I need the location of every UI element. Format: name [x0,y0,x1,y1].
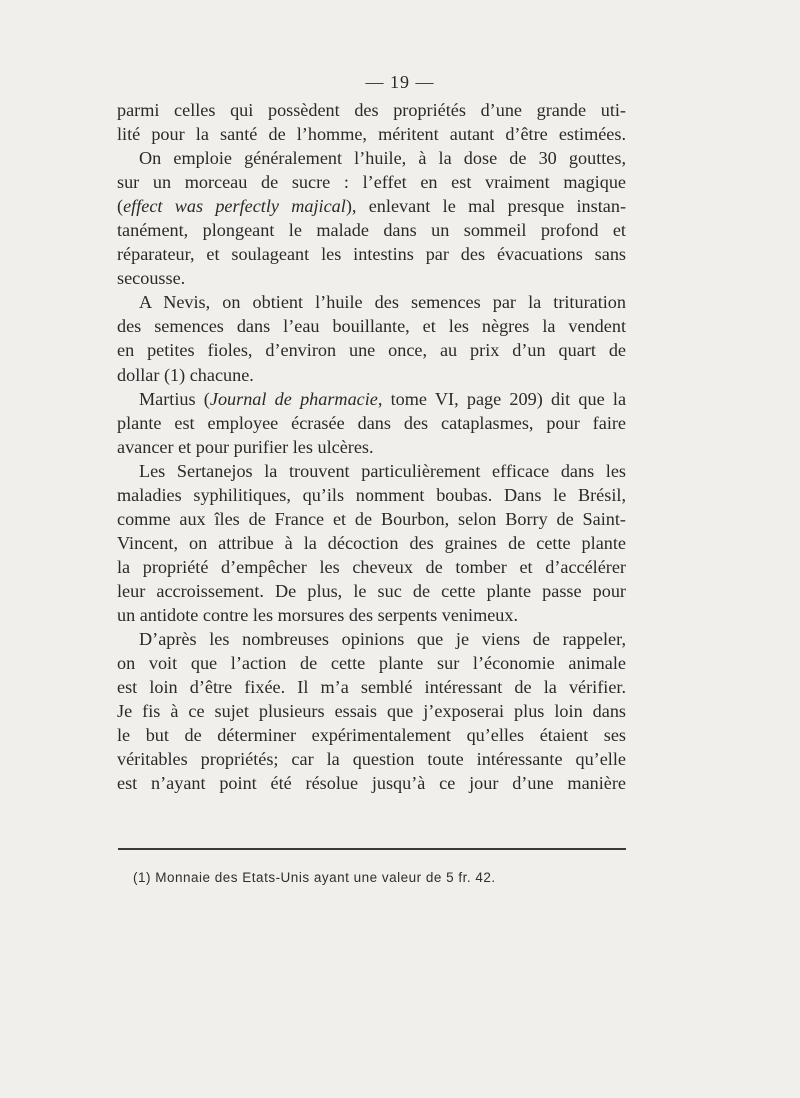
text-line: le but de déterminer expérimentalement qu’elles étaient ses [117,725,626,746]
text-line-with-italic: (effect was perfectly majical), enlevant le mal presque instan- [117,196,626,217]
text-line: A Nevis, on obtient l’huile des semences par la trituration [139,292,626,313]
text-line: Vincent, on attribue à la décoction des graines de cette plante [117,532,626,553]
text-line: la propriété d’empêcher les cheveux de tomber et d’accélérer [117,556,626,577]
footnote-divider [118,848,626,850]
text-line: avancer et pour purifier les ulcères. [117,436,374,457]
text-line: parmi celles qui possèdent des propriétés d’une grande uti- [117,100,626,120]
text-line: véritables propriétés; car la question toute intéressante qu’elle [117,749,626,770]
text-line: Les Sertanejos la trouvent particulièrement efficace dans les [139,460,626,481]
text-line: lité pour la santé de l’homme, méritent autant d’être estimées. [117,124,626,145]
italic-journal-title: Journal de pharmacie [209,388,378,409]
text-line: un antidote contre les morsures des serpents venimeux. [117,604,519,625]
text-line: On emploie généralement l’huile, à la dose de 30 gouttes, [139,148,626,169]
text-line: on voit que l’action de cette plante sur l’économie animale [117,653,626,674]
italic-quote: effect was perfectly majical [123,196,346,217]
text-line: Je fis à ce sujet plusieurs essais que j’exposerai plus loin dans [117,701,626,722]
text-line: dollar (1) chacune. [117,364,254,385]
text-line: est loin d’être fixée. Il m’a semblé intéressant de la vérifier. [117,677,626,698]
text-line: sur un morceau de sucre : l’effet en est vraiment magique [117,172,626,193]
text-line: comme aux îles de France et de Bourbon, selon Borry de Saint- [117,508,626,529]
text-line: secousse. [117,268,186,289]
page-number: — 19 — [365,72,435,92]
text-line: en petites fioles, d’environ une once, au prix d’un quart de [117,340,626,361]
text-line: D’après les nombreuses opinions que je viens de rappeler, [139,629,626,650]
text-line: tanément, plongeant le malade dans un sommeil profond et [117,220,626,241]
text-line: plante est employee écrasée dans des cataplasmes, pour faire [117,412,626,433]
text-line: réparateur, et soulageant les intestins par des évacuations sans [117,244,626,265]
text-line: est n’ayant point été résolue jusqu’à ce jour d’une manière [117,773,626,794]
body-text [117,98,626,795]
text-line-with-italic: Martius (Journal de pharmacie, tome VI, page 209) dit que la [139,388,627,409]
text-line: leur accroissement. De plus, le suc de cette plante passe pour [117,580,626,601]
footnote: (1) Monnaie des Etats-Unis ayant une valeur de 5 fr. 42. [133,870,496,885]
text-line: des semences dans l’eau bouillante, et les nègres la vendent [117,316,626,337]
text-line: maladies syphilitiques, qu’ils nomment boubas. Dans le Brésil, [117,484,626,505]
